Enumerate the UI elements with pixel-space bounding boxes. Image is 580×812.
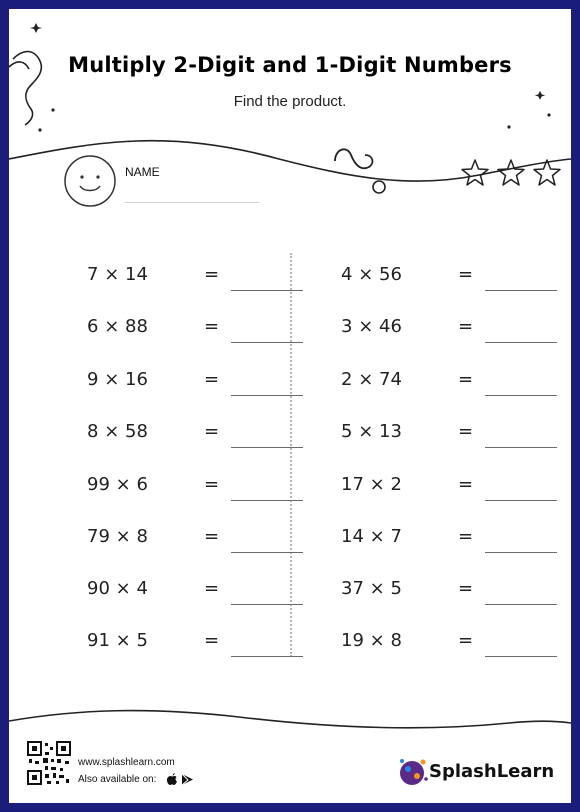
equals-sign: = [204, 264, 220, 285]
worksheet-title: Multiply 2-Digit and 1-Digit Numbers [68, 53, 512, 77]
problem-expression: 79 × 8 [87, 526, 148, 547]
problem-expression: 14 × 7 [341, 526, 402, 547]
availability-label: Also available on: [78, 774, 157, 785]
splashlearn-logo-icon [397, 755, 431, 789]
problem-row [294, 526, 554, 556]
problem-expression: 37 × 5 [341, 578, 402, 599]
answer-blank[interactable] [485, 290, 557, 291]
problem-row [294, 474, 554, 504]
equals-sign: = [204, 526, 220, 547]
problem-expression: 4 × 56 [341, 264, 402, 285]
qr-code-icon[interactable] [27, 741, 71, 785]
problem-expression: 5 × 13 [341, 421, 402, 442]
website-link[interactable]: www.splashlearn.com [78, 757, 175, 768]
brand-name: SplashLearn [429, 761, 555, 782]
problem-row [40, 421, 300, 451]
app-store-icons [165, 772, 195, 786]
star-icon [498, 160, 524, 185]
instruction-text: Find the product. [233, 93, 347, 110]
problem-row [40, 578, 300, 608]
answer-blank[interactable] [231, 552, 303, 553]
answer-blank[interactable] [485, 500, 557, 501]
equals-sign: = [204, 421, 220, 442]
equals-sign: = [458, 369, 474, 390]
answer-blank[interactable] [485, 552, 557, 553]
equals-sign: = [458, 421, 474, 442]
problem-expression: 6 × 88 [87, 316, 148, 337]
problem-row [294, 316, 554, 346]
problem-expression: 90 × 4 [87, 578, 148, 599]
equals-sign: = [204, 630, 220, 651]
worksheet-page [9, 9, 571, 803]
answer-blank[interactable] [231, 500, 303, 501]
name-field-line[interactable] [125, 202, 259, 203]
star-icon [534, 160, 560, 185]
equals-sign: = [204, 369, 220, 390]
equals-sign: = [204, 316, 220, 337]
answer-blank[interactable] [485, 447, 557, 448]
answer-blank[interactable] [485, 656, 557, 657]
problem-expression: 91 × 5 [87, 630, 148, 651]
problem-expression: 17 × 2 [341, 474, 402, 495]
play-store-icon[interactable] [182, 774, 193, 785]
answer-blank[interactable] [231, 656, 303, 657]
problem-row [294, 369, 554, 399]
rating-stars [459, 157, 571, 191]
answer-blank[interactable] [231, 290, 303, 291]
problem-row [40, 264, 300, 294]
problem-expression: 8 × 58 [87, 421, 148, 442]
answer-blank[interactable] [231, 342, 303, 343]
problem-expression: 9 × 16 [87, 369, 148, 390]
answer-blank[interactable] [485, 604, 557, 605]
answer-blank[interactable] [231, 395, 303, 396]
answer-blank[interactable] [231, 604, 303, 605]
problem-row [40, 474, 300, 504]
equals-sign: = [458, 474, 474, 495]
problem-row [294, 421, 554, 451]
equals-sign: = [458, 316, 474, 337]
problem-row [40, 526, 300, 556]
problem-expression: 3 × 46 [341, 316, 402, 337]
star-icon [462, 160, 488, 185]
problem-expression: 7 × 14 [87, 264, 148, 285]
problem-row [294, 630, 554, 660]
answer-blank[interactable] [485, 395, 557, 396]
problem-row [294, 264, 554, 294]
problem-expression: 19 × 8 [341, 630, 402, 651]
problem-row [40, 630, 300, 660]
equals-sign: = [458, 630, 474, 651]
answer-blank[interactable] [231, 447, 303, 448]
equals-sign: = [204, 578, 220, 599]
name-label: NAME [125, 165, 160, 179]
answer-blank[interactable] [485, 342, 557, 343]
problem-expression: 2 × 74 [341, 369, 402, 390]
equals-sign: = [458, 526, 474, 547]
problem-row [40, 316, 300, 346]
equals-sign: = [458, 578, 474, 599]
apple-icon[interactable] [167, 773, 177, 785]
problem-row [294, 578, 554, 608]
smiley-face-icon [63, 154, 119, 210]
problem-expression: 99 × 6 [87, 474, 148, 495]
equals-sign: = [204, 474, 220, 495]
problem-row [40, 369, 300, 399]
equals-sign: = [458, 264, 474, 285]
